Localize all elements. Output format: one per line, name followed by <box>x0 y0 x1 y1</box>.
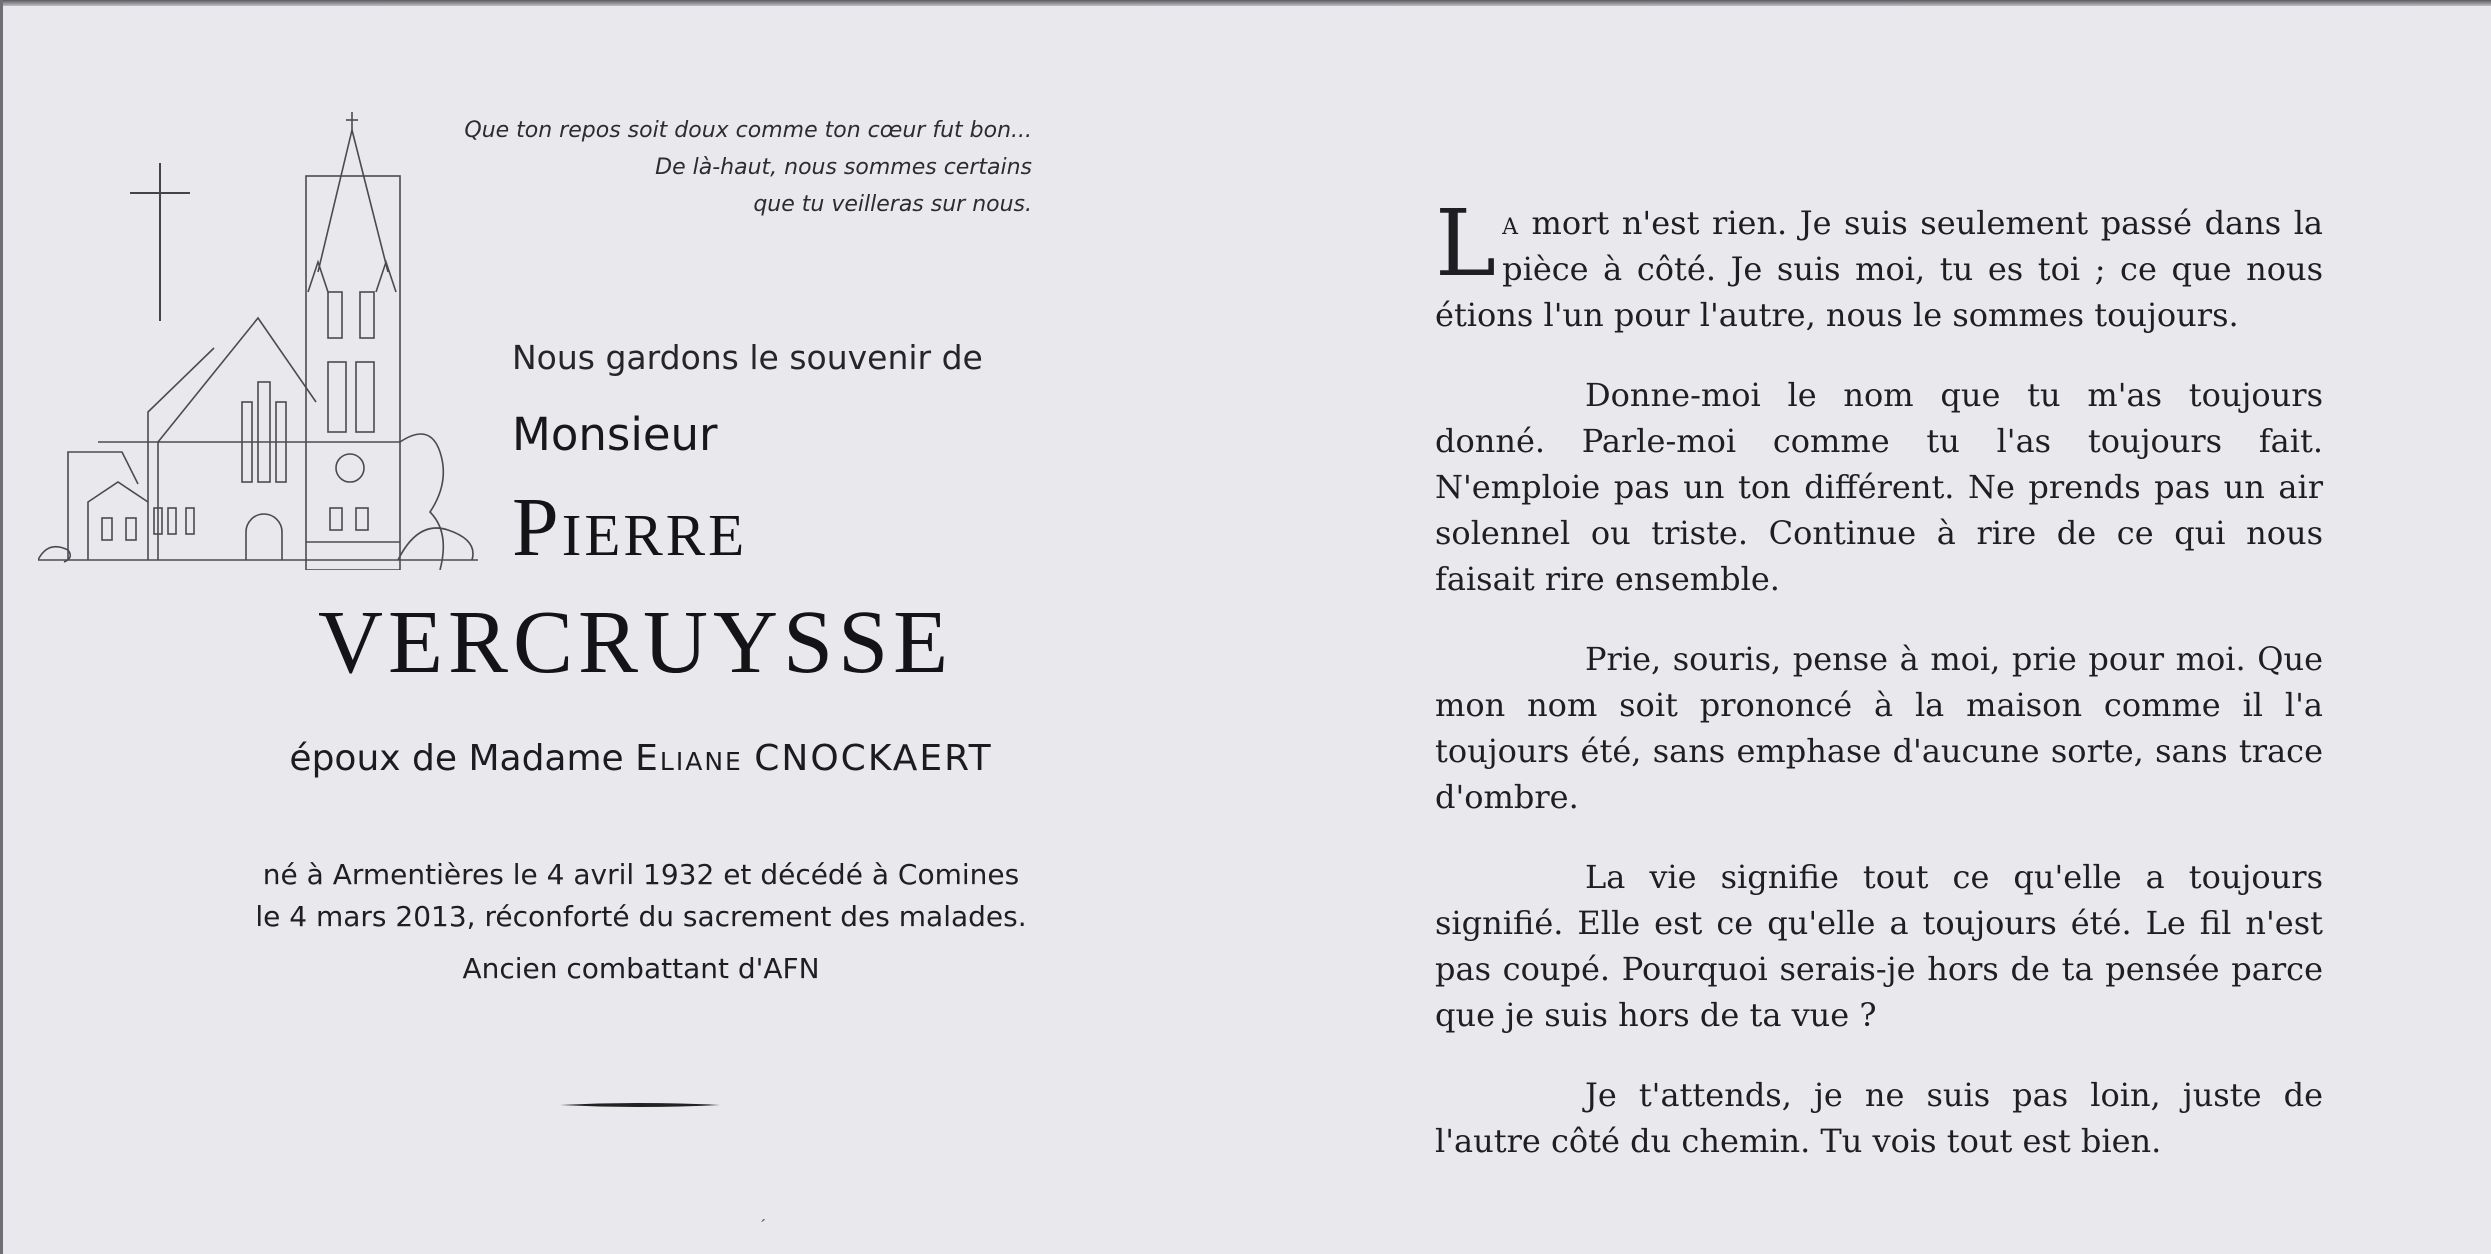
spouse-line <box>250 738 1032 779</box>
poem-lead: a <box>1502 204 1519 242</box>
epitaph-line: De là-haut, nous sommes certains <box>655 155 1032 180</box>
drop-cap: L <box>1435 190 1497 297</box>
top-edge <box>0 0 2491 6</box>
birth-death-line: né à Armentières le 4 avril 1932 et décédé à Comines <box>262 858 1020 891</box>
church-illustration <box>38 112 478 570</box>
poem-paragraph <box>1435 190 2323 338</box>
birth-death-line: le 4 mars 2013, réconforté du sacrement des malades. <box>255 900 1027 933</box>
poem-paragraph: Prie, souris, pense à moi, prie pour moi. Que mon nom soit prononcé à la maison comme il l'a toujours été, sans emphase d'aucune sorte, sans trace d'ombre. <box>1435 640 2323 816</box>
spouse-first-name: Eliane <box>635 738 743 779</box>
honorific: Monsieur <box>512 408 718 461</box>
birth-death-info <box>236 854 1046 938</box>
spouse-prefix: époux de Madame <box>289 738 624 779</box>
poem-paragraph: La vie signifie tout ce qu'elle a toujours signifié. Elle est ce qu'elle a toujours été. Le fil n'est pas coupé. Pourquoi serais-je hors de ta pensée parce que je suis hors de ta vue ? <box>1435 858 2323 1034</box>
poem-paragraph: Donne-moi le nom que tu m'as toujours donné. Parle-moi comme tu l'as toujours fait. N'emploie pas un ton différent. Ne prends pas un air solennel ou triste. Continue à rire de ce qui nous faisait rire ensemble. <box>1435 376 2323 598</box>
ornament-divider <box>560 1100 720 1110</box>
veteran-note: Ancien combattant d'AFN <box>462 952 820 985</box>
souvenir-intro: Nous gardons le souvenir de <box>512 338 983 377</box>
epitaph-line: que tu veilleras sur nous. <box>753 192 1032 217</box>
poem <box>1435 190 2323 1198</box>
spouse-surname: CNOCKAERT <box>754 738 993 779</box>
epitaph-line: Que ton repos soit doux comme ton cœur fut bon... <box>464 118 1032 143</box>
poem-text: mort n'est rien. Je suis seulement passé dans la pièce à côté. Je suis moi, tu es toi ; ce que nous étions l'un pour l'autre, nous le sommes toujours. <box>1435 204 2323 334</box>
poem-paragraph: Je t'attends, je ne suis pas loin, juste de l'autre côté du chemin. Tu vois tout est bien. <box>1435 1076 2323 1160</box>
deceased-first-name: Pierre <box>512 481 748 574</box>
left-edge <box>0 0 3 1254</box>
deceased-surname: VERCRUYSSE <box>318 593 954 692</box>
scan-mark: ´ <box>760 1216 766 1236</box>
